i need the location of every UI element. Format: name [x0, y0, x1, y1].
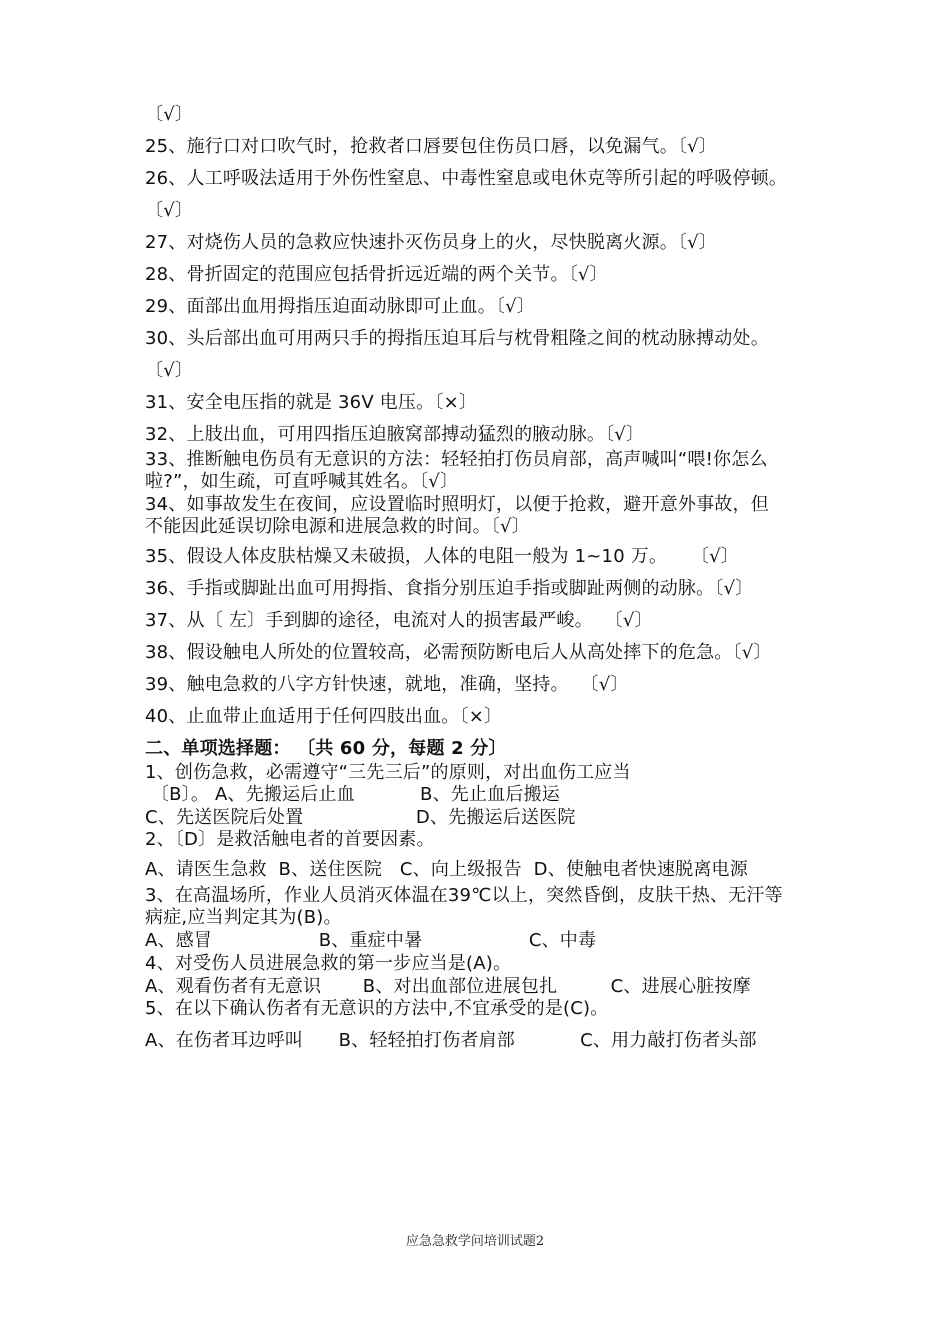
item-31: 31、安全电压指的就是 36V 电压。〔×〕: [145, 392, 478, 413]
question-1: 1、创伤急救，必需遵守“三先三后”的原则，对出血伤工应当: [145, 762, 631, 783]
item-32: 32、上肢出血，可用四指压迫腋窝部搏动猛烈的腋动脉。〔√〕: [145, 424, 645, 445]
item-29: 29、面部出血用拇指压迫面动脉即可止血。〔√〕: [145, 296, 535, 317]
item-40: 40、止血带止血适用于任何四肢出血。〔×〕: [145, 706, 503, 727]
question-2: 2、〔D〕是救活触电者的首要因素。: [145, 829, 435, 850]
item-37: 37、从〔 左〕手到脚的途径，电流对人的损害最严峻。 〔√〕: [145, 610, 653, 631]
question-5: 5、在以下确认伤者有无意识的方法中,不宜承受的是(C)。: [145, 998, 609, 1019]
item-26-answer: 〔√〕: [145, 200, 194, 221]
item-30-answer: 〔√〕: [145, 360, 194, 381]
text-line-24-answer: 〔√〕: [145, 104, 194, 125]
item-38: 38、假设触电人所处的位置较高，必需预防断电后人从高处摔下的危急。〔√〕: [145, 642, 772, 663]
question-4-options: A、观看伤者有无意识 B、对出血部位进展包扎 C、进展心脏按摩: [145, 976, 751, 997]
question-4: 4、对受伤人员进展急救的第一步应当是(A)。: [145, 953, 512, 974]
item-39: 39、触电急救的八字方针快速，就地，准确，坚持。 〔√〕: [145, 674, 629, 695]
item-30: 30、头后部出血可用两只手的拇指压迫耳后与枕骨粗隆之间的枕动脉搏动处。: [145, 328, 769, 349]
question-1-options-cd: C、先送医院后处置 D、先搬运后送医院: [145, 807, 576, 828]
item-35: 35、假设人体皮肤枯燥又未破损，人体的电阻一般为 1~10 万。 〔√〕: [145, 546, 739, 567]
item-26: 26、人工呼吸法适用于外伤性窒息、中毒性窒息或电休克等所引起的呼吸停顿。: [145, 168, 788, 189]
question-1-options-ab: 〔B〕。 A、先搬运后止血 B、先止血后搬运: [145, 784, 560, 805]
question-3-options: A、感冒 B、重症中暑 C、中毒: [145, 930, 597, 951]
item-28: 28、骨折固定的范围应包括骨折远近端的两个关节。〔√〕: [145, 264, 608, 285]
item-33-cont: 啦?”，如生疏，可直呼喊其姓名。〔√〕: [145, 471, 459, 492]
page-footer: 应急急救学问培训试题2: [405, 1234, 545, 1249]
item-33: 33、推断触电伤员有无意识的方法：轻轻拍打伤员肩部，高声喊叫“喂!你怎么: [145, 449, 768, 470]
item-34: 34、如事故发生在夜间，应设置临时照明灯，以便于抢救，避开意外事故，但: [145, 494, 769, 515]
question-5-options: A、在伤者耳边呼叫 B、轻轻拍打伤者肩部 C、用力敲打伤者头部: [145, 1030, 757, 1051]
section-heading: 二、单项选择题： 〔共 60 分，每题 2 分〕: [145, 738, 507, 759]
item-27: 27、对烧伤人员的急救应快速扑灭伤员身上的火，尽快脱离火源。〔√〕: [145, 232, 717, 253]
question-3: 3、在高温场所，作业人员消灭体温在39℃以上，突然昏倒，皮肤干热、无汗等: [145, 885, 783, 906]
item-36: 36、手指或脚趾出血可用拇指、食指分别压迫手指或脚趾两侧的动脉。〔√〕: [145, 578, 754, 599]
item-25: 25、施行口对口吹气时，抢救者口唇要包住伤员口唇，以免漏气。〔√〕: [145, 136, 717, 157]
question-2-options: A、请医生急救 B、送住医院 C、向上级报告 D、使触电者快速脱离电源: [145, 859, 748, 880]
item-34-cont: 不能因此延误切除电源和进展急救的时间。〔√〕: [145, 516, 530, 537]
question-3-cont: 病症,应当判定其为(B)。: [145, 907, 342, 928]
